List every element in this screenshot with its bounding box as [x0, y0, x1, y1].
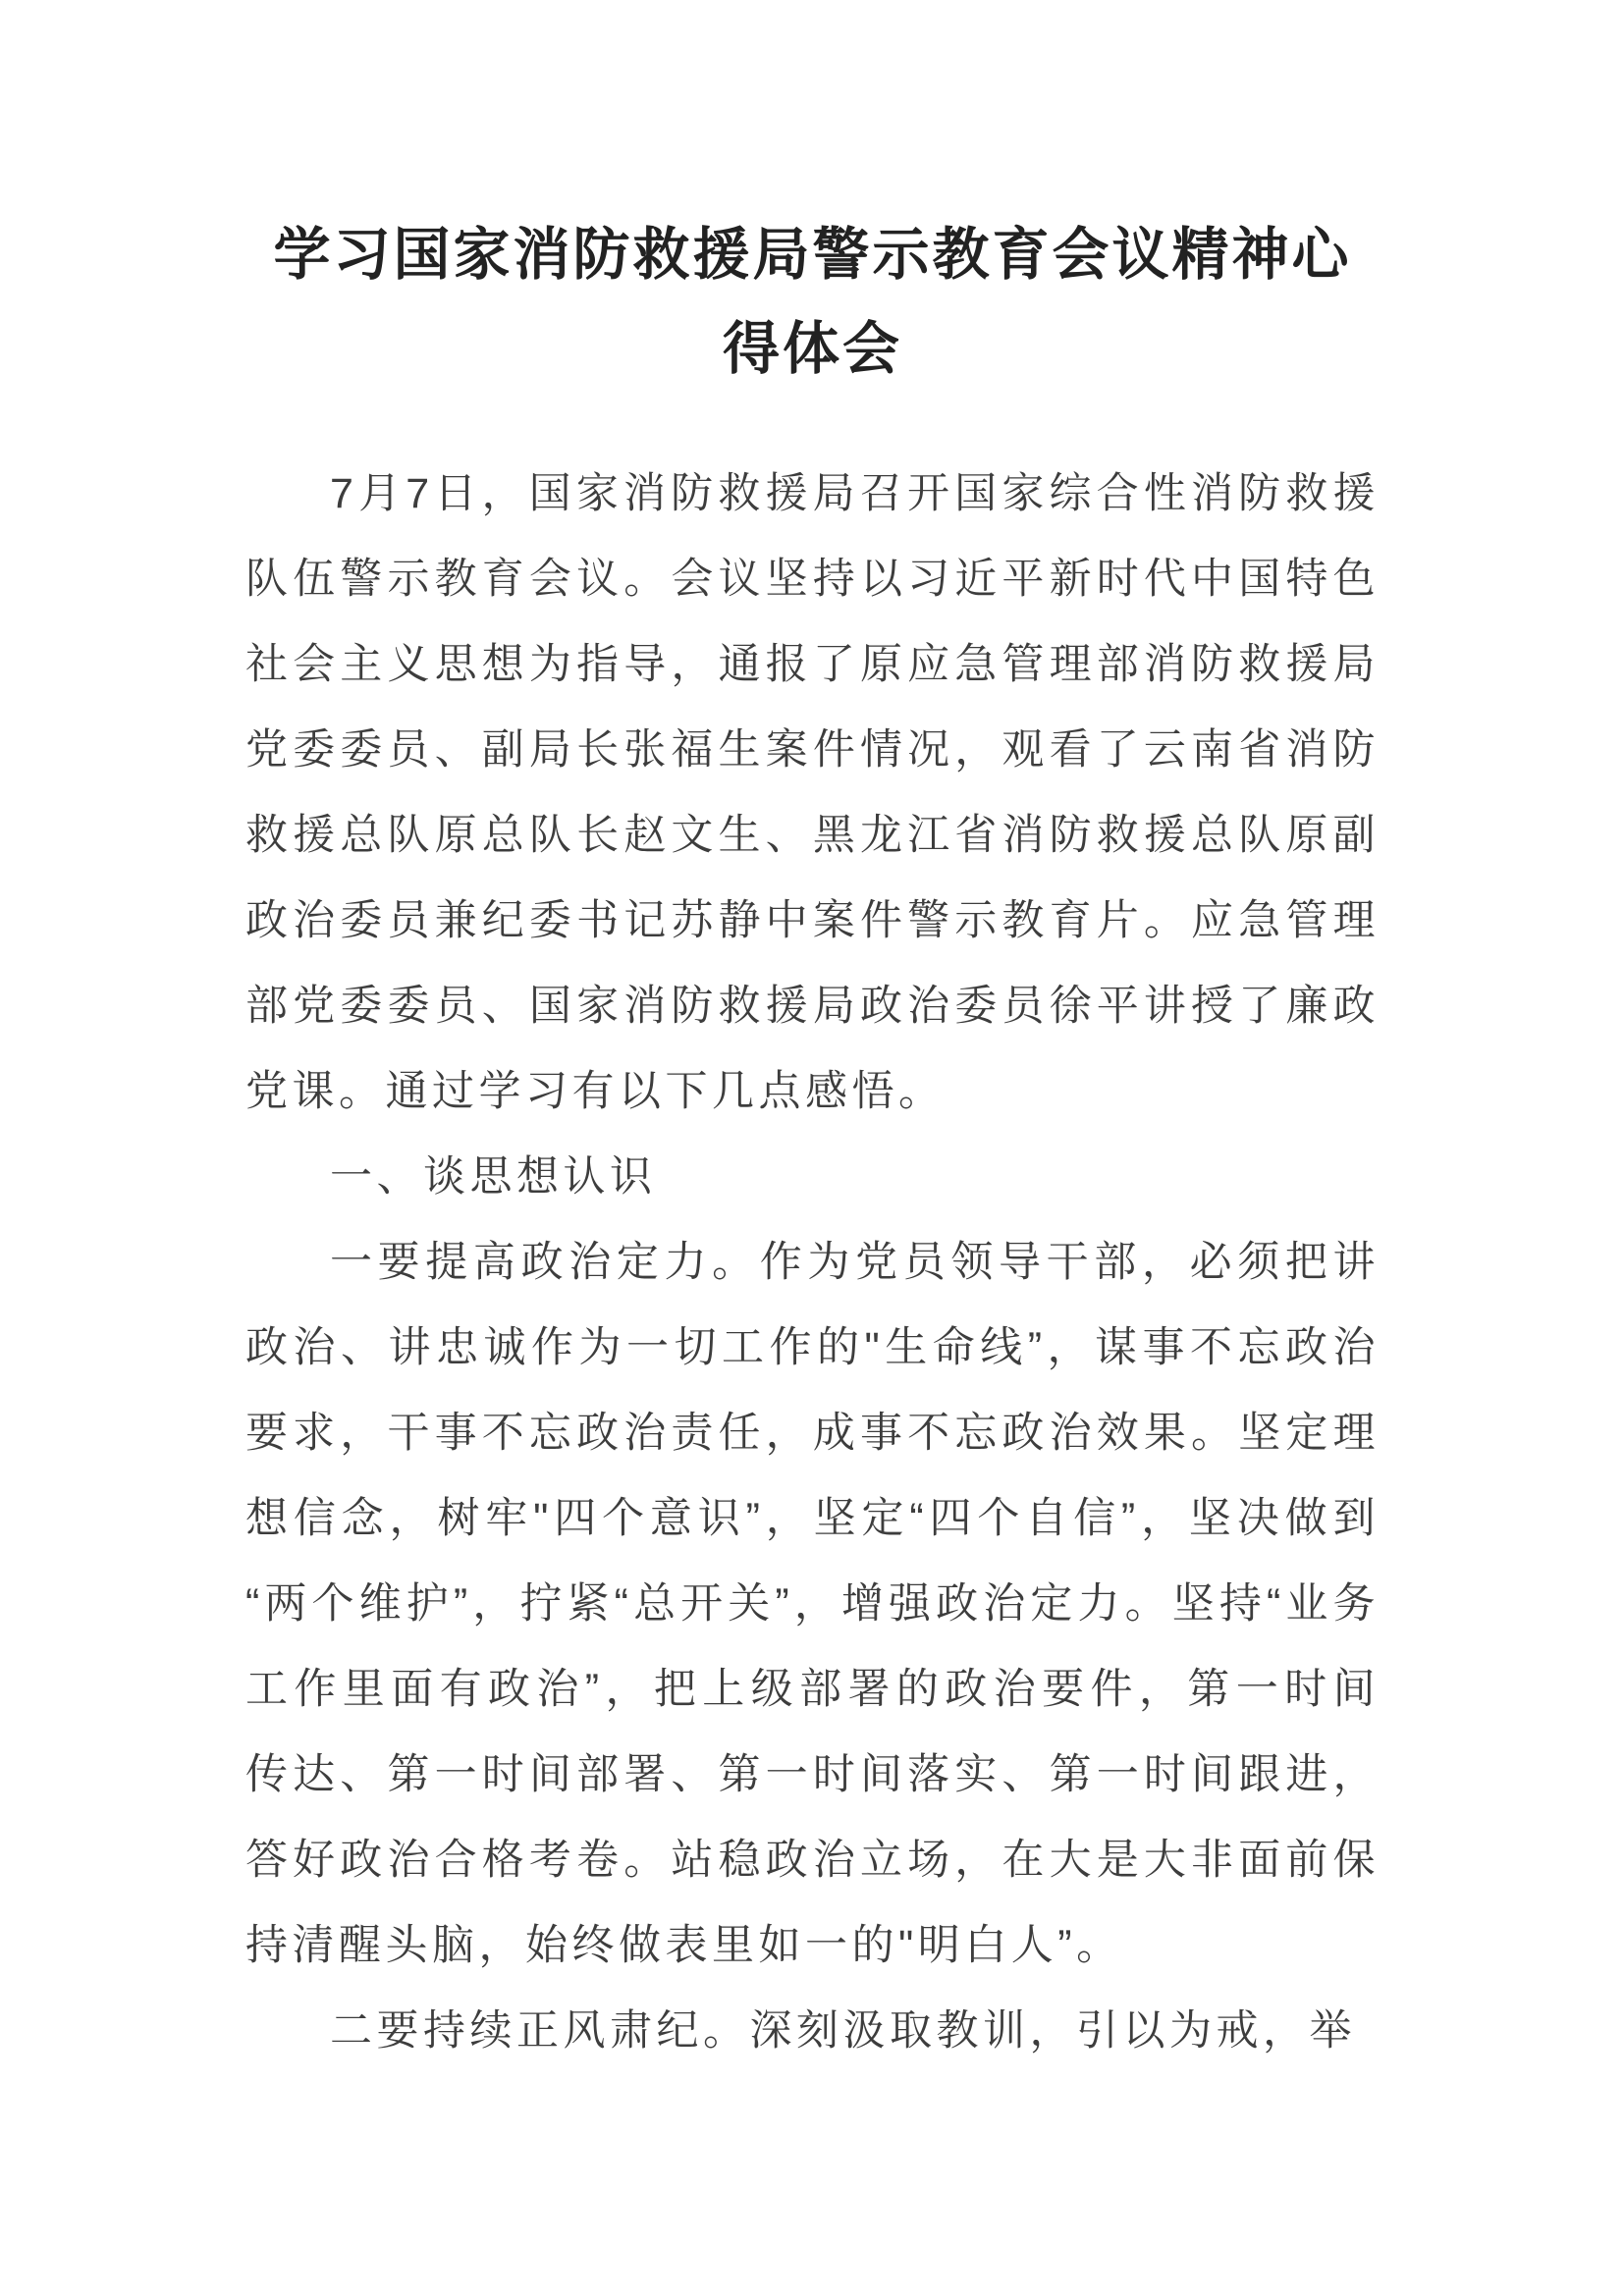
document-title: 学习国家消防救援局警示教育会议精神心得体会 [273, 223, 1352, 381]
paragraph: 二要持续正风肃纪。深刻汲取教训，引以为戒，举 [330, 2007, 1356, 2055]
paragraph: 一要提高政治定力。作为党员领导干部，必须把讲政治、讲忠诚作为一切工作的"生命线”，谋事不忘政治要求，干事不忘政治责任，成事不忘政治效果。坚定理想信念，树牢"四个意识”，坚定“四个自信”，坚决做到“两个维护”，拧紧“总开关”，增强政治定力。坚持“业务工作里面有政治”，把上级部署的政治要件，第一时间传达、第一时间部署、第一时间落实、第一时间跟进，答好政治合格考卷。站稳政治立场，在大是大非面前保持清醒头脑，始终做表里如一的"明白人”。 [245, 1239, 1380, 1969]
paragraph: 7月7日，国家消防救援局召开国家综合性消防救援队伍警示教育会议。会议坚持以习近平新时代中国特色社会主义思想为指导，通报了原应急管理部消防救援局党委委员、副局长张福生案件情况，观看了云南省消防救援总队原总队长赵文生、黑龙江省消防救援总队原副政治委员兼纪委书记苏静中案件警示教育片。应急管理部党委委员、国家消防救援局政治委员徐平讲授了廉政党课。通过学习有以下几点感悟。 [245, 470, 1380, 1115]
document-body [245, 452, 1380, 2074]
section-heading: 一、谈思想认识 [330, 1153, 657, 1201]
